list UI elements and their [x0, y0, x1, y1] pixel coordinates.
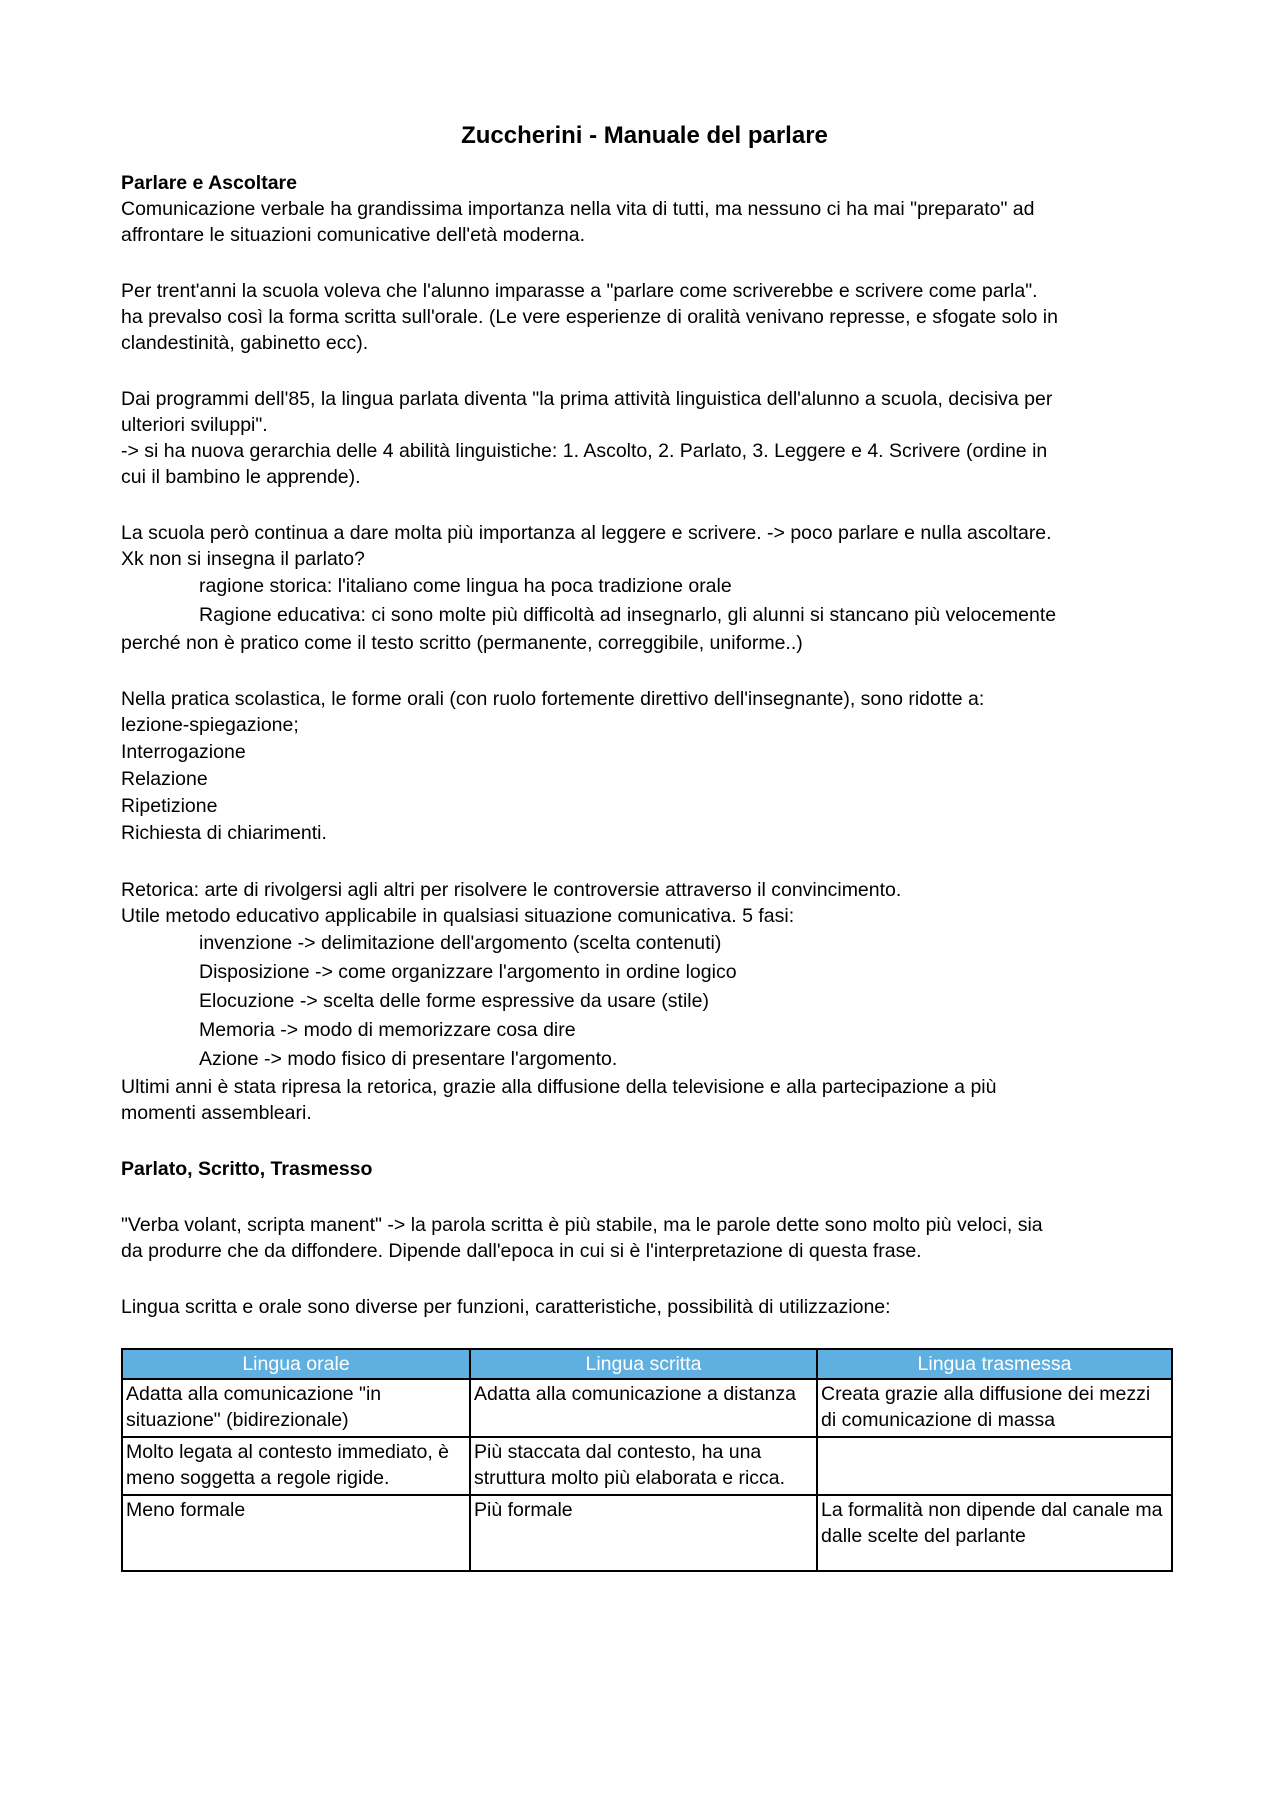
table-cell: Adatta alla comunicazione "in situazione" (bidirezionale)	[122, 1379, 470, 1437]
indented-line: ragione storica: l'italiano come lingua ha poca tradizione orale	[199, 575, 732, 597]
list-item: lezione-spiegazione;	[121, 714, 299, 736]
table-row	[122, 1437, 1172, 1495]
table-cell: Meno formale	[122, 1495, 470, 1571]
text-line: Comunicazione verbale ha grandissima importanza nella vita di tutti, ma nessuno ci ha mai "preparato" ad	[121, 198, 1035, 220]
table-cell: Creata grazie alla diffusione dei mezzi di comunicazione di massa	[817, 1379, 1172, 1437]
paragraph-3	[121, 386, 1168, 490]
indented-line: Ragione educativa: ci sono molte più difficoltà ad insegnarlo, gli alunni si stancano più velocemente	[199, 604, 1057, 626]
table-cell: La formalità non dipende dal canale ma dalle scelte del parlante	[817, 1495, 1172, 1571]
text-line: ha prevalso così la forma scritta sull'orale. (Le vere esperienze di oralità venivano represse, e sfogate solo in	[121, 306, 1058, 328]
comparison-table	[121, 1348, 1173, 1572]
phase-item: invenzione -> delimitazione dell'argomento (scelta contenuti)	[199, 932, 722, 954]
text-line: ulteriori sviluppi".	[121, 414, 268, 436]
table-row	[122, 1495, 1172, 1571]
column-header-lingua-scritta: Lingua scritta	[470, 1349, 817, 1379]
text-line: Xk non si insegna il parlato?	[121, 548, 365, 570]
text-line: "Verba volant, scripta manent" -> la parola scritta è più stabile, ma le parole dette sono molto più veloci, sia	[121, 1214, 1043, 1236]
list-item: Relazione	[121, 768, 208, 790]
table-cell: Più formale	[470, 1495, 817, 1571]
table-row	[122, 1379, 1172, 1437]
list-item: Richiesta di chiarimenti.	[121, 822, 327, 844]
text-line: Utile metodo educativo applicabile in qualsiasi situazione comunicativa. 5 fasi:	[121, 905, 795, 927]
text-line: momenti assembleari.	[121, 1102, 312, 1124]
phase-item: Elocuzione -> scelta delle forme espressive da usare (stile)	[199, 990, 709, 1012]
table-header-row	[122, 1349, 1172, 1379]
column-header-lingua-trasmessa: Lingua trasmessa	[817, 1349, 1172, 1379]
document-title: Zuccherini - Manuale del parlare	[461, 122, 828, 149]
list-item: Interrogazione	[121, 741, 246, 763]
phase-item: Memoria -> modo di memorizzare cosa dire	[199, 1019, 576, 1041]
text-line: Dai programmi dell'85, la lingua parlata diventa "la prima attività linguistica dell'alunno a scuola, decisiva per	[121, 388, 1053, 410]
list-item: Ripetizione	[121, 795, 218, 817]
section-heading-parlare-ascoltare: Parlare e Ascoltare	[121, 172, 297, 194]
text-line: Nella pratica scolastica, le forme orali (con ruolo fortemente direttivo dell'insegnante), sono ridotte a:	[121, 688, 985, 710]
section-heading-parlato-scritto-trasmesso: Parlato, Scritto, Trasmesso	[121, 1158, 373, 1180]
text-line: affrontare le situazioni comunicative dell'età moderna.	[121, 224, 586, 246]
table-intro: Lingua scritta e orale sono diverse per funzioni, caratteristiche, possibilità di utilizzazione:	[121, 1296, 891, 1318]
text-line: Ultimi anni è stata ripresa la retorica, grazie alla diffusione della televisione e alla partecipazione a più	[121, 1076, 997, 1098]
text-line: cui il bambino le apprende).	[121, 466, 361, 488]
paragraph-1	[121, 196, 1168, 248]
table-cell: Adatta alla comunicazione a distanza	[470, 1379, 817, 1437]
paragraph-5	[121, 686, 1168, 847]
text-line: Per trent'anni la scuola voleva che l'alunno imparasse a "parlare come scriverebbe e scrivere come parla".	[121, 280, 1038, 302]
table-cell: Più staccata dal contesto, ha una struttura molto più elaborata e ricca.	[470, 1437, 817, 1495]
text-line: Retorica: arte di rivolgersi agli altri per risolvere le controversie attraverso il convincimento.	[121, 879, 902, 901]
text-line: da produrre che da diffondere. Dipende dall'epoca in cui si è l'interpretazione di questa frase.	[121, 1240, 922, 1262]
column-header-lingua-orale: Lingua orale	[122, 1349, 470, 1379]
table-cell	[817, 1437, 1172, 1495]
paragraph-6	[121, 877, 1168, 1126]
paragraph-2	[121, 278, 1168, 356]
paragraph-7	[121, 1212, 1168, 1264]
paragraph-4	[121, 520, 1168, 656]
phase-item: Azione -> modo fisico di presentare l'argomento.	[199, 1048, 618, 1070]
table-cell: Molto legata al contesto immediato, è meno soggetta a regole rigide.	[122, 1437, 470, 1495]
phase-item: Disposizione -> come organizzare l'argomento in ordine logico	[199, 961, 737, 983]
text-line: clandestinità, gabinetto ecc).	[121, 332, 369, 354]
text-line: La scuola però continua a dare molta più importanza al leggere e scrivere. -> poco parlare e nulla ascoltare.	[121, 522, 1052, 544]
text-line: perché non è pratico come il testo scritto (permanente, correggibile, uniforme..)	[121, 632, 803, 654]
text-line: -> si ha nuova gerarchia delle 4 abilità linguistiche: 1. Ascolto, 2. Parlato, 3. Leggere e 4. Scrivere (ordine in	[121, 440, 1048, 462]
